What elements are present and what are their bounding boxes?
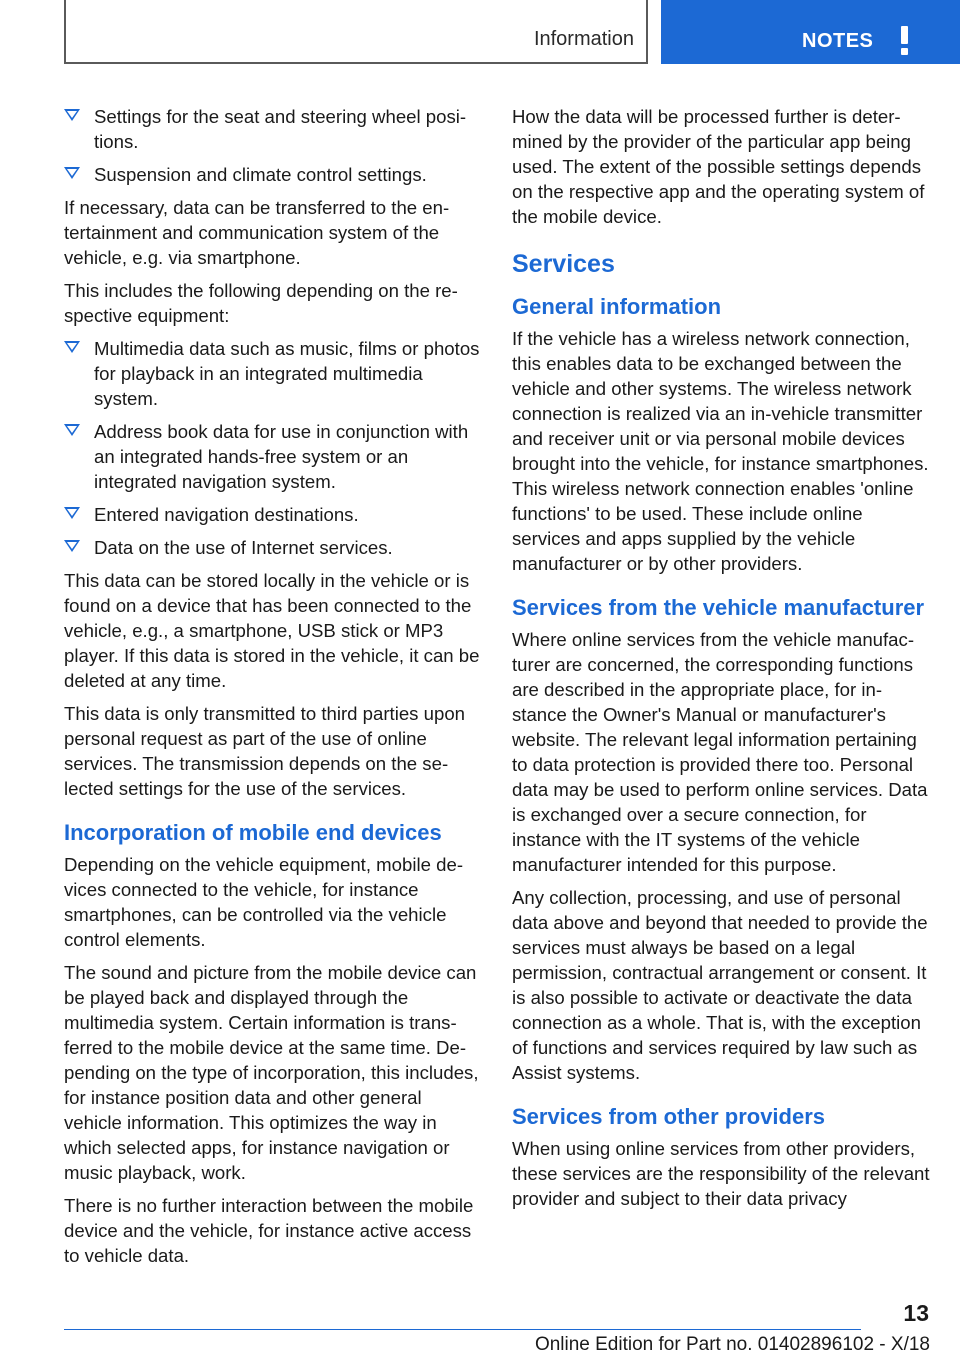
list-item-text: Settings for the seat and steering wheel positions. xyxy=(94,106,467,152)
heading-services-other: Services from other providers xyxy=(512,1104,826,1129)
paragraph: This data can be stored locally in the vehicle or is found on a device that has been connected to the vehicle, e.g., a smartphone, USB stick or MP3 player. If this data is stored in the vehicle, it can be deleted at any time. xyxy=(64,570,480,691)
triangle-bullet-icon xyxy=(64,341,80,353)
paragraph: This includes the following depending on the respective equipment: xyxy=(64,280,458,326)
paragraph: This data is only transmitted to third parties upon personal request as part of the use of online services. The transmission depends on the selected settings for the use of the services. xyxy=(64,703,466,799)
list-item-text: Suspension and climate control settings. xyxy=(94,164,427,185)
paragraph: Depending on the vehicle equipment, mobile devices connected to the vehicle, for instance smartphones, can be controlled via the vehicle control elements. xyxy=(64,854,464,950)
paragraph: Any collection, processing, and use of personal data above and beyond that needed to provide the services must always be based on a legal permission, contractual arrangement or consent. It is also possible to activate or deactivate the data connection as a whole. That is, with the exception of functions and services required by law such as Assist systems. xyxy=(512,887,928,1083)
heading-general-information: General information xyxy=(512,294,722,319)
heading-services-manufacturer: Services from the vehicle manufacturer xyxy=(512,595,925,620)
paragraph: When using online services from other providers, these services are the responsibility of the relevant provider and subject to their data privacy xyxy=(512,1138,930,1209)
list-item xyxy=(64,502,480,527)
list-item-text: Data on the use of Internet services. xyxy=(94,537,393,558)
list-item-text: Entered navigation destinations. xyxy=(94,504,359,525)
paragraph: There is no further interaction between the mobile device and the vehicle, for instance active access to vehicle data. xyxy=(64,1195,474,1266)
header-section-title: Information xyxy=(533,28,634,50)
paragraph: If the vehicle has a wireless network connection, this enables data to be exchanged between the vehicle and other systems. The wireless network connection is realized via an in-vehicle transmitter and receiver unit or via personal mobile devices brought into the vehicle, for instance smartphones. This wireless network connection enables 'online functions' to be used. These include online services and apps supplied by the vehicle manufacturer or by other providers. xyxy=(512,328,929,574)
header-notes-tab xyxy=(661,0,960,64)
page-number: 13 xyxy=(903,1300,929,1326)
triangle-bullet-icon xyxy=(64,540,80,552)
list-item-text: Address book data for use in conjunction with an integrated hands-free system or an integrated navigation system. xyxy=(94,421,469,492)
paragraph: The sound and picture from the mobile device can be played back and displayed through the multimedia system. Certain information is transferred to the mobile device at the same time. Depending on the type of incorporation, this includes, for instance position data and other general vehicle information. This optimizes the way in which selected apps, for instance navigation or music playback, work. xyxy=(64,962,479,1183)
triangle-bullet-icon xyxy=(64,109,80,121)
heading-mobile-devices: Incorporation of mobile end devices xyxy=(64,820,442,845)
footer-divider xyxy=(64,1329,861,1330)
heading-services: Services xyxy=(512,250,615,278)
list-item-text: Multimedia data such as music, films or photos for playback in an integrated multimedia system. xyxy=(94,338,480,409)
right-column xyxy=(512,104,930,1219)
triangle-bullet-icon xyxy=(64,507,80,519)
triangle-bullet-icon xyxy=(64,424,80,436)
list-item xyxy=(64,104,480,154)
list-item xyxy=(64,535,480,560)
left-column xyxy=(64,104,480,1276)
paragraph: How the data will be processed further is determined by the provider of the particular app being used. The extent of the possible settings depends on the respective app and the operating system of the mobile device. xyxy=(512,106,925,227)
header-section-box xyxy=(64,0,648,64)
notes-tab-label: NOTES xyxy=(802,30,874,52)
triangle-bullet-icon xyxy=(64,167,80,179)
list-item xyxy=(64,419,480,494)
paragraph: If necessary, data can be transferred to the entertainment and communication system of the vehicle, e.g. via smartphone. xyxy=(64,197,450,268)
list-item xyxy=(64,336,480,411)
list-item xyxy=(64,162,480,187)
exclamation-icon xyxy=(899,26,911,56)
paragraph: Where online services from the vehicle manufacturer are concerned, the corresponding functions are described in the appropriate place, for instance the Owner's Manual or manufacturer's website. The relevant legal information pertaining to data protection is provided there too. Personal data may be used to perform online services. Data is exchanged over a secure connection, for instance with the IT systems of the vehicle manufacturer intended for this purpose. xyxy=(512,629,928,875)
footer-edition-text: Online Edition for Part no. 01402896102 - X/18 xyxy=(534,1334,930,1355)
